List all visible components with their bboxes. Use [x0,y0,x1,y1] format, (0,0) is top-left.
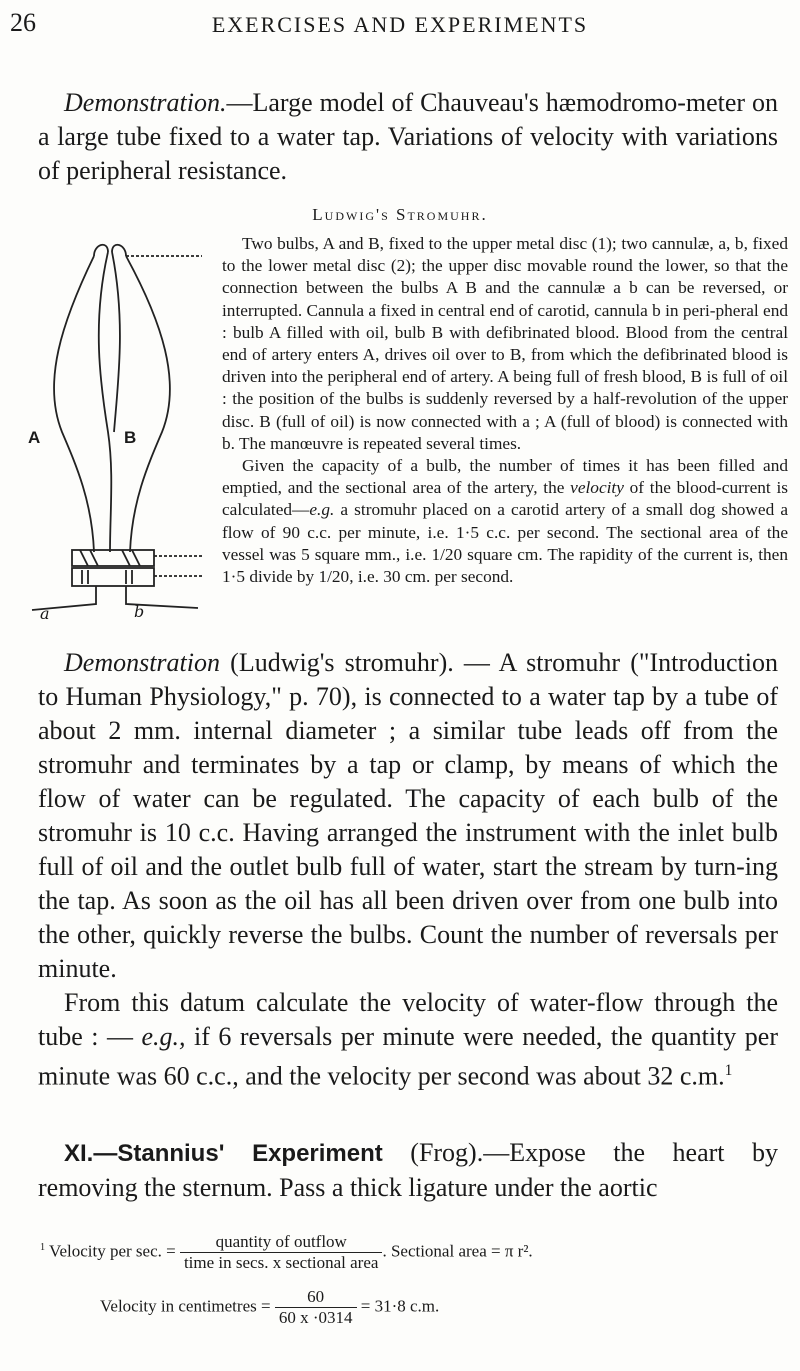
stromuhr-description [222,233,788,588]
running-title: EXERCISES AND EXPERIMENTS [211,12,589,37]
footnote [40,1232,790,1328]
bulb-b-label: B [124,428,137,447]
demo2-paragraph: Demonstration (Ludwig's stromuhr). — A stromuhr ("Introduction to Human Physiology," p. 70), is connected to a water tap by a tube of about 2 mm. internal diameter ; a similar tube leads off from the stromuhr and terminates by a tap or clamp, by means of which the flow of water can be regulated. The capacity of each bulb of the stromuhr is 10 c.c. Having arranged the instrument with the inlet bulb full of oil and the outlet bulb full of water, start the stream by turn-ing the tap. As soon as the oil has all been driven over from one bulb into the other, quickly reverse the bulbs. Count the number of reversals per minute. From this datum calculate the velocity of water-flow through the tube : — e.g., if 6 reversals per minute were needed, the quantity per minute was 60 c.c., and the velocity per second was about 32 c.m.$^1$ [38,648,778,1091]
bulb-a-label: A [28,428,41,447]
stromuhr-heading: Ludwig's Stromuhr. [312,205,488,224]
page-number: 26 [10,8,36,37]
stromuhr-para2: Given the capacity of a bulb, the number of times it has been filled and emptied, and the sectional area of the artery, the velocity of the blood-current is calculated—e.g. a stromuhr placed on a carotid artery of a small dog showed a flow of 90 c.c. per minute, i.e. 1·5 c.c. per second. The sectional area of the vessel was 5 square mm., i.e. 1/20 square cm. The rapidity of the current is, then 1·5 divide by 1/20, i.e. 30 cm. per second. [222,456,788,587]
cannula-a-label: a [40,604,50,623]
footnote-ref: 1 [724,1062,733,1079]
cannula-b-label: b [134,602,145,621]
section-xi [38,1136,778,1205]
cm-fraction: $\frac{60}{60 x \cdot 0314}$ [275,1287,357,1328]
section-xi-text: (Frog).—Expose the heart by removing the sternum. Pass a thick ligature under the aortic [38,1138,778,1202]
section-xi-heading: XI.—Stannius' Experiment [64,1140,383,1167]
demo1-paragraph [38,86,778,188]
demo2-text: (Ludwig's stromuhr). — A stromuhr ("Introduction to Human Physiology," p. 70), is connected to a water tap by a tube of about 2 mm. internal diameter ; a similar tube leads off from the stromuhr and terminates by a tap or clamp, by means of which the flow of water can be regulated. The capacity of each bulb of the stromuhr is 10 c.c. Having arranged the instrument with the inlet bulb full of oil and the outlet bulb full of water, start the stream by turn-ing the tap. As soon as the oil has all been driven over from one bulb into the other, quickly reverse the bulbs. Count the number of reversals per minute. [38,648,778,983]
demo1-text: —Large model of Chauveau's hæmodromo-meter on a large tube fixed to a water tap. Variations of velocity with variations of peripheral resistance. [38,88,778,185]
stromuhr-figure [22,232,212,612]
demo1-label: Demonstration. [64,88,227,117]
bulb-b-outline [126,256,170,552]
velocity-fraction: $\frac{\text{quantity of outflow}}{\text{time in secs. x sectional area}}$ [180,1232,382,1273]
demo2-label: Demonstration [64,648,220,677]
bulb-a-outline [54,256,94,552]
footnote-velocity-line: $^1$ Velocity per sec. = $\frac{\text{quantity of outflow}}{\text{time in secs. x sectional area}}$ . Sectional area = π r². [40,1232,533,1272]
footnote-cm-line: Velocity in centimetres = $\frac{60}{60 x \cdot 0314}$ = 31·8 c.m. [100,1287,440,1327]
stromuhr-para1: Two bulbs, A and B, fixed to the upper metal disc (1); two cannulæ, a, b, fixed to the lower metal disc (2); the upper disc movable round the lower, so that the connection between the bulbs A B and the cannulæ a b can be reversed, or interrupted. Cannula a fixed in central end of carotid, cannula b in peri-pheral end : bulb A filled with oil, bulb B with defibrinated blood. Blood from the central end of artery enters A, drives oil over to B, from which the defibrinated blood is driven into the peripheral end of artery. A being full of fresh blood, B is full of oil : the position of the bulbs is suddenly reversed by a half-revolution of the upper disc. B (full of oil) is now connected with a ; A (full of blood) is connected with b. The manœuvre is repeated several times. [222,234,788,453]
